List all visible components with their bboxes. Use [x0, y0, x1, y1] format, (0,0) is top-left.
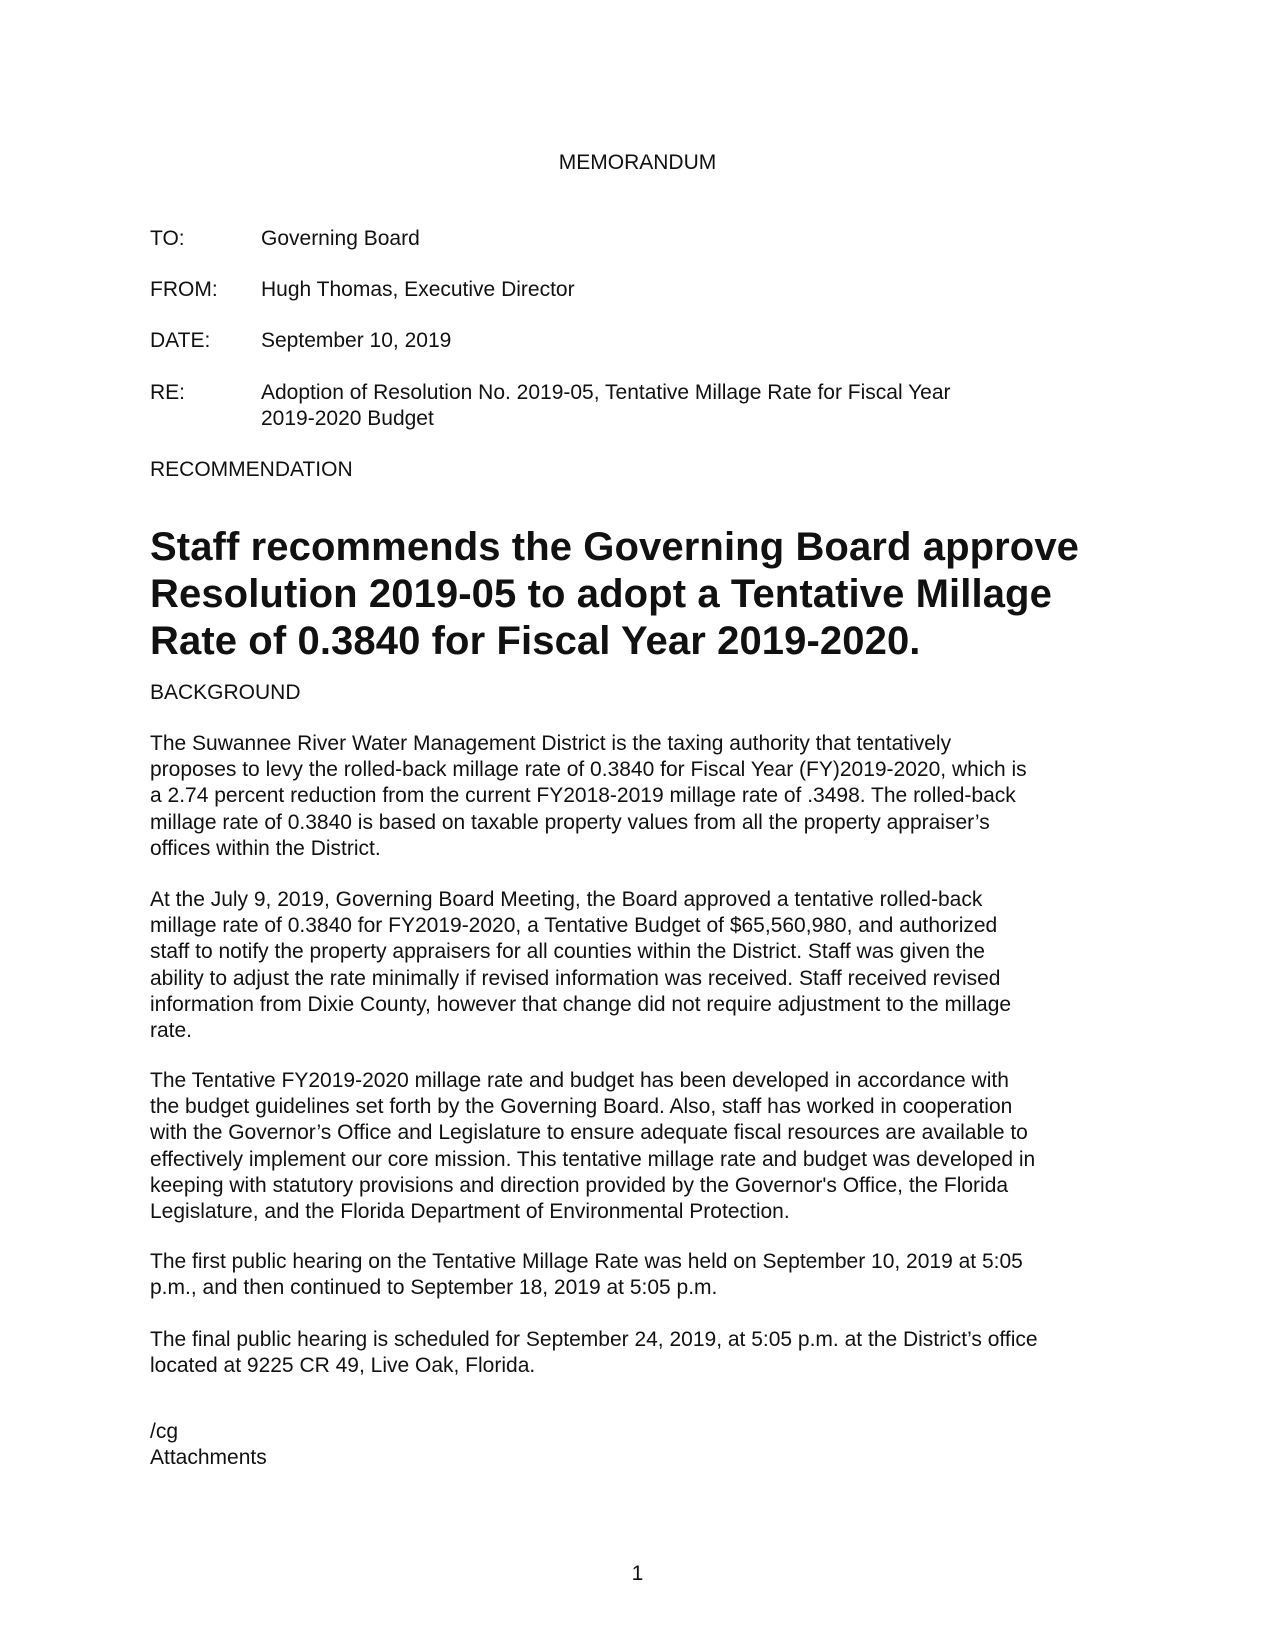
paragraph-line: offices within the District. — [150, 836, 381, 860]
paragraph-line: a 2.74 percent reduction from the current FY2018-2019 millage rate of .3498. The rolled-back — [150, 784, 1016, 808]
to-value: Governing Board — [261, 227, 420, 250]
from-value: Hugh Thomas, Executive Director — [261, 278, 575, 301]
paragraph-line: located at 9225 CR 49, Live Oak, Florida. — [150, 1354, 536, 1378]
date-label: DATE: — [150, 329, 211, 352]
paragraph-line: Legislature, and the Florida Department of Environmental Protection. — [150, 1200, 790, 1224]
memo-title: MEMORANDUM — [558, 151, 717, 174]
background-paragraph — [150, 887, 1135, 1044]
background-paragraph — [150, 1068, 1135, 1225]
recommendation-line: Staff recommends the Governing Board approve — [150, 525, 1080, 569]
paragraph-line: millage rate of 0.3840 is based on taxable property values from all the property appraiser’s — [150, 810, 990, 834]
paragraph-line: The first public hearing on the Tentative Millage Rate was held on September 10, 2019 at 5:05 — [150, 1250, 1023, 1273]
paragraph-line: p.m., and then continued to September 18, 2019 at 5:05 p.m. — [150, 1276, 718, 1300]
recommendation-heading: RECOMMENDATION — [150, 458, 353, 481]
initials: /cg — [150, 1420, 179, 1443]
recommendation-line: Rate of 0.3840 for Fiscal Year 2019-2020. — [150, 619, 921, 663]
background-paragraph — [150, 731, 1135, 862]
from-label: FROM: — [150, 278, 218, 301]
paragraph-line: millage rate of 0.3840 for FY2019-2020, a Tentative Budget of $65,560,980, and authorized — [150, 914, 998, 938]
re-value-line: Adoption of Resolution No. 2019-05, Tentative Millage Rate for Fiscal Year — [261, 381, 951, 404]
recommendation-statement — [150, 524, 1140, 665]
recommendation-line: Resolution 2019-05 to adopt a Tentative Millage — [150, 572, 1052, 616]
re-value-line: 2019-2020 Budget — [261, 407, 434, 430]
background-paragraph — [150, 1327, 1135, 1379]
closing-block — [150, 1419, 267, 1471]
paragraph-line: rate. — [150, 1019, 193, 1043]
paragraph-line: proposes to levy the rolled-back millage rate of 0.3840 for Fiscal Year (FY)2019-2020, which is — [150, 758, 1027, 782]
date-value: September 10, 2019 — [261, 329, 452, 352]
paragraph-line: with the Governor’s Office and Legislature to ensure adequate fiscal resources are available to — [150, 1121, 1028, 1145]
to-label: TO: — [150, 227, 185, 250]
paragraph-line: staff to notify the property appraisers for all counties within the District. Staff was given the — [150, 940, 985, 964]
background-heading: BACKGROUND — [150, 681, 301, 704]
paragraph-line: keeping with statutory provisions and direction provided by the Governor's Office, the Florida — [150, 1173, 1009, 1197]
paragraph-line: At the July 9, 2019, Governing Board Meeting, the Board approved a tentative rolled-back — [150, 888, 983, 911]
re-label: RE: — [150, 381, 186, 404]
paragraph-line: The final public hearing is scheduled for September 24, 2019, at 5:05 p.m. at the District’s office — [150, 1328, 1038, 1351]
re-value — [261, 380, 1041, 432]
paragraph-line: the budget guidelines set forth by the Governing Board. Also, staff has worked in cooperation — [150, 1095, 1013, 1119]
paragraph-line: effectively implement our core mission. This tentative millage rate and budget was developed in — [150, 1147, 1036, 1171]
paragraph-line: ability to adjust the rate minimally if revised information was received. Staff received revised — [150, 966, 1001, 990]
background-paragraph — [150, 1249, 1135, 1301]
paragraph-line: The Suwannee River Water Management District is the taxing authority that tentatively — [150, 732, 952, 755]
attachments-label: Attachments — [150, 1446, 267, 1469]
page-number: 1 — [631, 1562, 644, 1585]
paragraph-line: information from Dixie County, however that change did not require adjustment to the millage — [150, 992, 1012, 1016]
paragraph-line: The Tentative FY2019-2020 millage rate and budget has been developed in accordance with — [150, 1069, 1009, 1092]
